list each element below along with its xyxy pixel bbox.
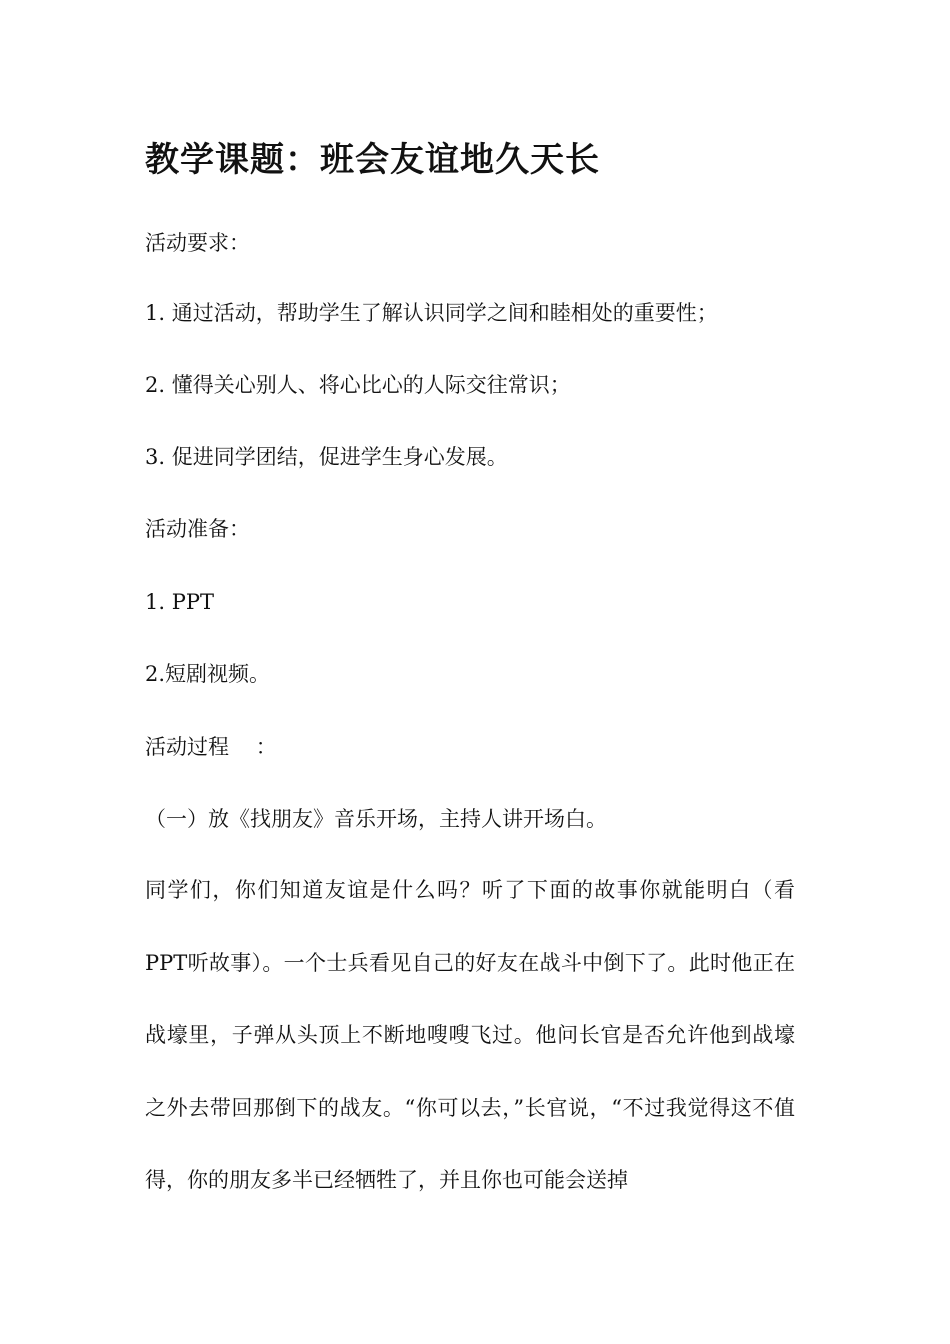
preparation-item-2: 2.短剧视频。 — [145, 662, 271, 686]
requirement-item-1: 1. 通过活动，帮助学生了解认识同学之间和睦相处的重要性； — [145, 301, 718, 325]
body-paragraph: 同学们，你们知道友谊是什么吗？听了下面的故事你就能明白（看PPT听故事）。一个士兵看见自己的好友在战斗中倒下了。此时他正在战壕里，子弹从头顶上不断地嗖嗖飞过。他问长官是否允许他到战壕之外去带回那倒下的战友。“你可以去，”长官说，“不过我觉得这不值得，你的朋友多半已经牺牲了，并且你也可能会送掉 — [145, 878, 795, 1193]
preparation-heading: 活动准备： — [145, 517, 250, 541]
requirement-item-3: 3. 促进同学团结，促进学生身心发展。 — [145, 445, 508, 469]
preparation-item-1: 1. PPT — [145, 590, 214, 614]
requirements-heading: 活动要求： — [145, 231, 250, 255]
document-title: 教学课题：班会友谊地久天长 — [145, 140, 600, 180]
requirement-item-2: 2. 懂得关心别人、将心比心的人际交往常识； — [145, 373, 571, 397]
process-heading: 活动过程 ： — [145, 735, 277, 759]
section-one-heading: （一）放《找朋友》音乐开场，主持人讲开场白。 — [145, 807, 607, 831]
